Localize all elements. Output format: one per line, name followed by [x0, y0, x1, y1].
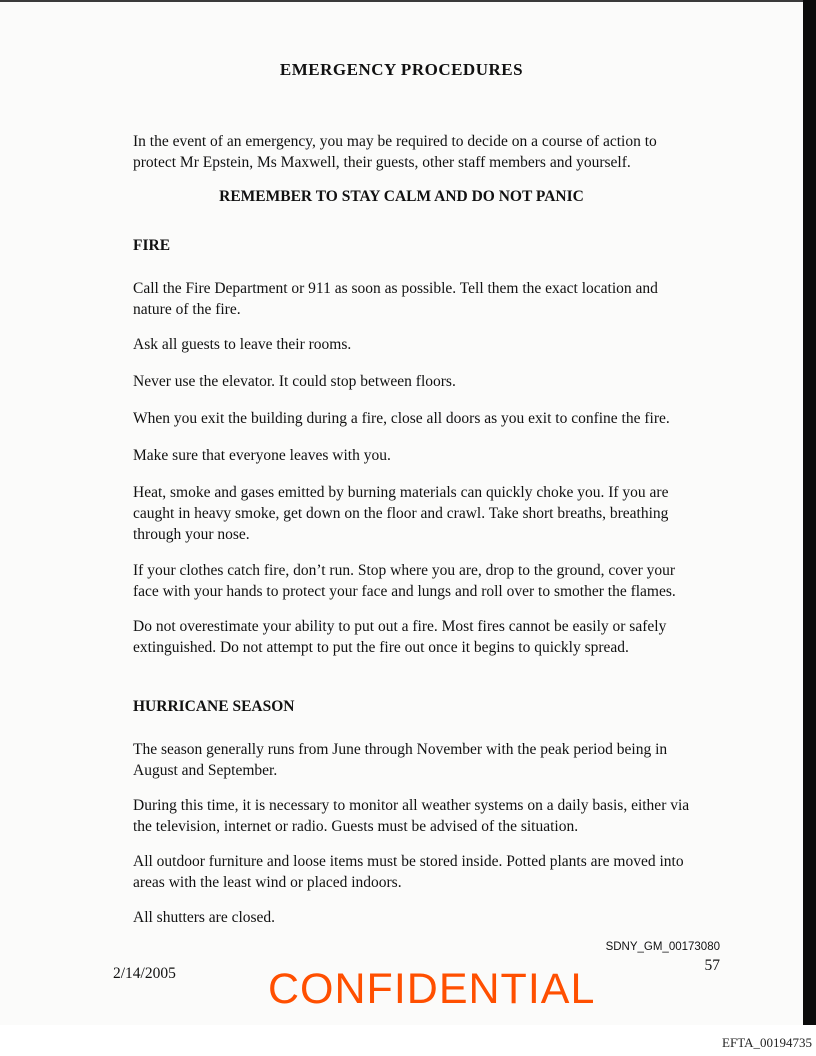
fire-heading: FIRE [133, 237, 171, 254]
hurricane-paragraph-2: During this time, it is necessary to monitor all weather systems on a daily basis, either via the television, internet or radio. Guests must be advised of the situation. [133, 797, 690, 835]
hurricane-paragraph-1: The season generally runs from June through November with the peak period being in August and September. [133, 741, 668, 779]
document-title: EMERGENCY PROCEDURES [279, 60, 524, 79]
page-number: 57 [704, 957, 720, 974]
hurricane-paragraph-4: All shutters are closed. [133, 909, 276, 926]
fire-paragraph-6: Heat, smoke and gases emitted by burning materials can quickly choke you. If you are caught in heavy smoke, get down on the floor and crawl. Take short breaths, breathing through your nose. [133, 484, 669, 543]
reminder-heading: REMEMBER TO STAY CALM AND DO NOT PANIC [219, 188, 584, 205]
fire-paragraph-3: Never use the elevator. It could stop between floors. [133, 373, 456, 390]
scan-right-edge [803, 0, 816, 1025]
fire-paragraph-4: When you exit the building during a fire, close all doors as you exit to confine the fire. [133, 410, 670, 427]
footer-right-block [606, 941, 720, 975]
efta-number: EFTA_00194735 [722, 1035, 812, 1050]
footer-date: 2/14/2005 [113, 965, 176, 982]
fire-paragraph-2: Ask all guests to leave their rooms. [133, 336, 352, 353]
intro-paragraph: In the event of an emergency, you may be required to decide on a course of action to protect Mr Epstein, Ms Maxwell, their guests, other staff members and yourself. [133, 133, 657, 171]
fire-paragraph-5: Make sure that everyone leaves with you. [133, 447, 391, 464]
scan-top-edge [0, 0, 803, 2]
hurricane-heading: HURRICANE SEASON [133, 698, 295, 715]
fire-paragraph-8: Do not overestimate your ability to put out a fire. Most fires cannot be easily or safely extinguished. Do not attempt to put the fire out once it begins to quickly spread. [133, 618, 667, 656]
fire-paragraph-1: Call the Fire Department or 911 as soon as possible. Tell them the exact location and nature of the fire. [133, 280, 658, 318]
bates-number: SDNY_GM_00173080 [605, 941, 720, 953]
confidential-stamp: CONFIDENTIAL [268, 965, 596, 1013]
fire-paragraph-7: If your clothes catch fire, don’t run. Stop where you are, drop to the ground, cover your face with your hands to protect your face and lungs and roll over to smother the flames. [133, 562, 676, 600]
hurricane-paragraph-3: All outdoor furniture and loose items must be stored inside. Potted plants are moved into areas with the least wind or placed indoors. [133, 853, 684, 891]
